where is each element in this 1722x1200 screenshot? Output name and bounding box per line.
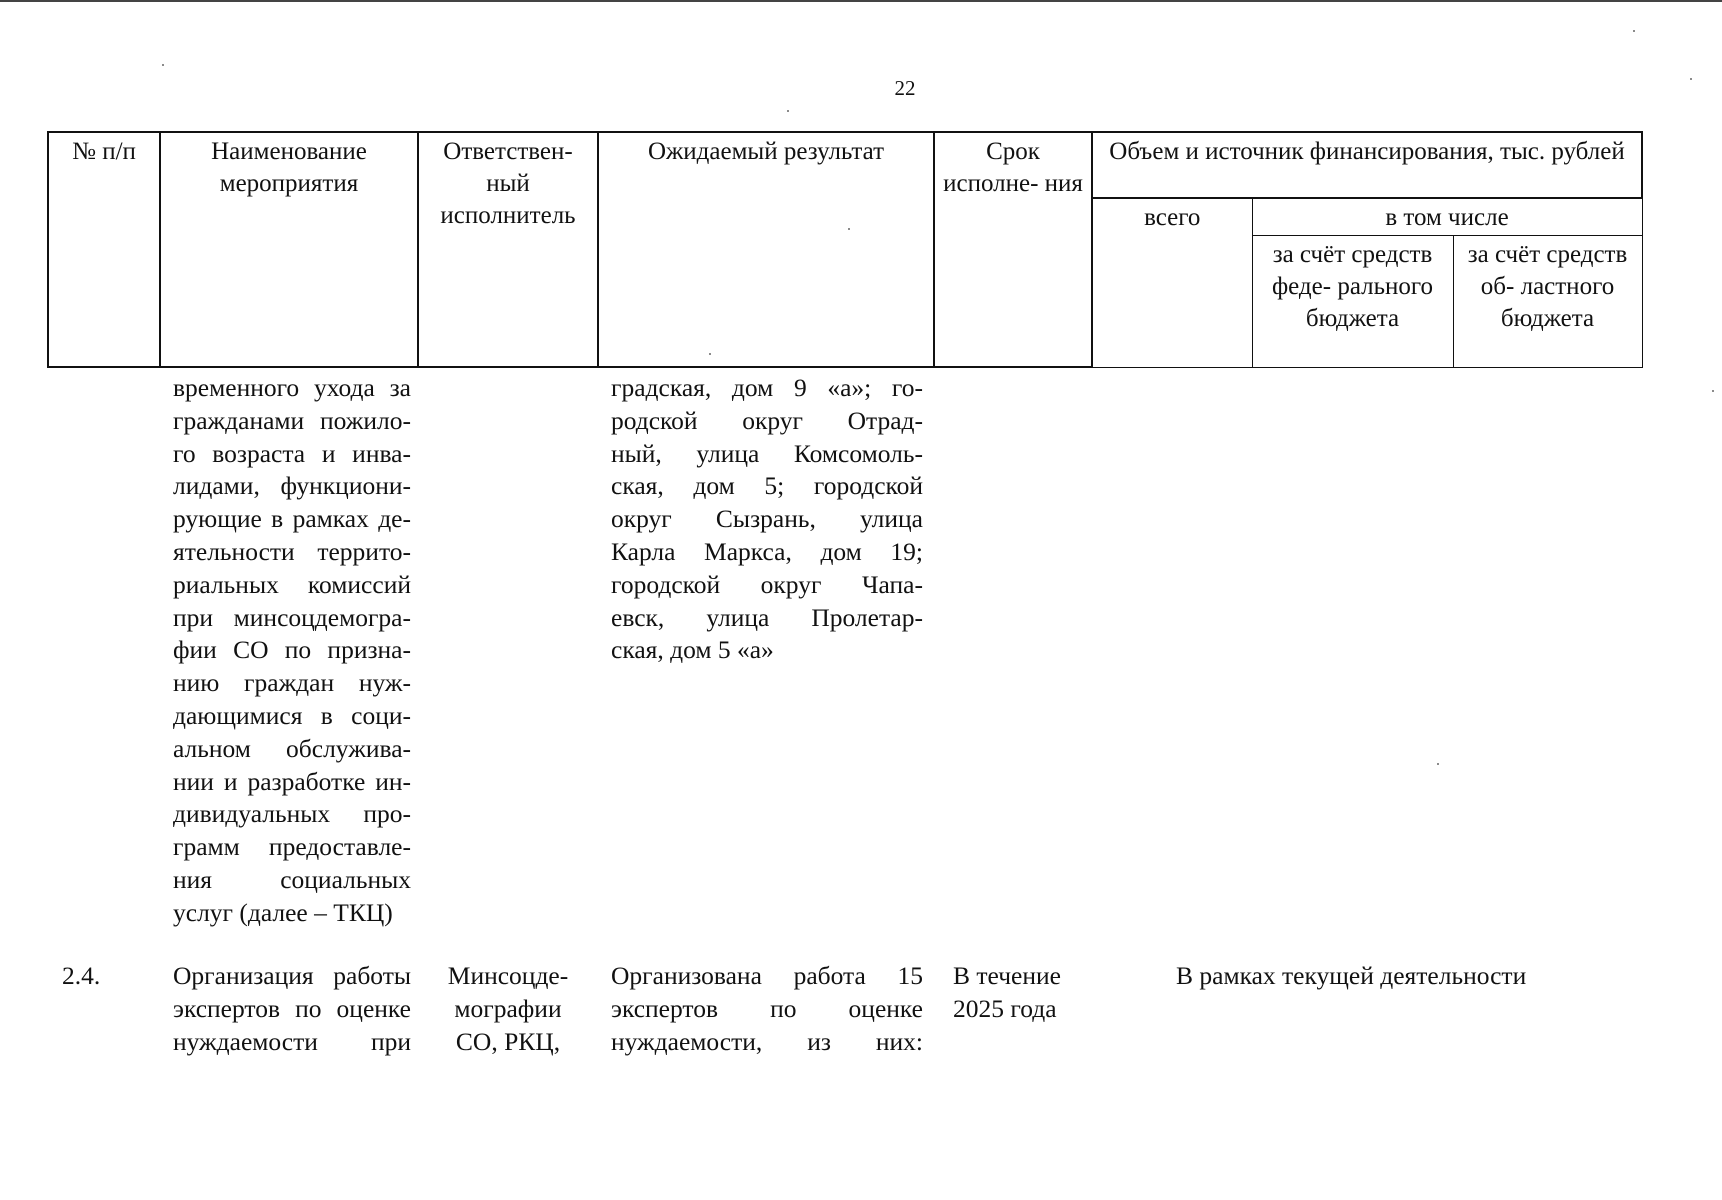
text-line: нуждаемости, из них: bbox=[611, 1026, 923, 1056]
table-header bbox=[47, 131, 1643, 368]
text-line: гражданами пожило- bbox=[173, 405, 411, 435]
text-line: альном обслужива- bbox=[173, 733, 411, 763]
scan-speck bbox=[1712, 390, 1714, 392]
header-cell-including: в том числе bbox=[1252, 198, 1642, 235]
text-line: округ Сызрань, улица bbox=[611, 504, 923, 534]
text-line: Организация работы bbox=[173, 961, 411, 990]
text-line: ный, улица Комсомоль- bbox=[611, 438, 923, 468]
text-line: при минсоцдемогра- bbox=[173, 602, 411, 632]
row-continued-name bbox=[173, 372, 411, 930]
text-line: ятельности террито- bbox=[173, 536, 411, 566]
text-line: В течение bbox=[953, 961, 1061, 990]
scan-speck bbox=[1633, 30, 1635, 32]
text-line: экспертов по оценке bbox=[611, 993, 923, 1023]
text-line: родской округ Отрад- bbox=[611, 405, 923, 435]
header-cell-funding: Объем и источник финансирования, тыс. рублей bbox=[1092, 132, 1642, 198]
text-line: Минсоцде- bbox=[447, 961, 569, 990]
text-line: риальных комиссий bbox=[173, 569, 411, 599]
row-2-4-number: 2.4. bbox=[62, 961, 101, 990]
text-line: ская, дом 5 «а» bbox=[611, 635, 774, 665]
text-line: евск, улица Пролетар- bbox=[611, 602, 923, 632]
text-line: дающимися в соци- bbox=[173, 700, 411, 730]
text-line: нуждаемости при bbox=[173, 1026, 411, 1056]
scan-speck bbox=[1437, 763, 1439, 765]
scan-top-edge bbox=[0, 0, 1722, 2]
page-number: 22 bbox=[894, 76, 916, 100]
text-line: СО, РКЦ, bbox=[455, 1026, 561, 1056]
text-line: временного ухода за bbox=[173, 373, 411, 402]
scan-speck bbox=[787, 110, 789, 112]
text-line: градская, дом 9 «а»; го- bbox=[611, 373, 923, 402]
text-line: городской округ Чапа- bbox=[611, 569, 923, 599]
header-cell-name: Наименование мероприятия bbox=[160, 132, 418, 367]
text-line: нии и разработке ин- bbox=[173, 766, 411, 796]
row-2-4-result bbox=[611, 960, 923, 1058]
row-continued-result bbox=[611, 372, 923, 667]
text-line: го возраста и инва- bbox=[173, 438, 411, 468]
header-cell-regional: за счёт средств об- ластного бюджета bbox=[1453, 235, 1642, 367]
header-cell-responsible: Ответствен- ный исполнитель bbox=[418, 132, 598, 367]
text-line: Карла Маркса, дом 19; bbox=[611, 536, 923, 566]
text-line: дивидуальных про- bbox=[173, 799, 411, 829]
text-line: фии СО по призна- bbox=[173, 635, 411, 665]
text-line: 2025 года bbox=[953, 993, 1057, 1023]
header-cell-result: Ожидаемый результат bbox=[598, 132, 934, 367]
row-2-4-term bbox=[953, 960, 1103, 1026]
text-line: рующие в рамках де- bbox=[173, 504, 411, 534]
row-2-4-funding: В рамках текущей деятельности bbox=[1176, 961, 1527, 990]
text-line: Организована работа 15 bbox=[611, 961, 923, 990]
text-line: грамм предоставле- bbox=[173, 832, 411, 862]
row-2-4-name bbox=[173, 960, 411, 1058]
text-line: услуг (далее – ТКЦ) bbox=[173, 897, 393, 927]
scan-speck bbox=[162, 64, 164, 66]
row-2-4-responsible bbox=[433, 960, 583, 1058]
text-line: нию граждан нуж- bbox=[173, 668, 411, 698]
text-line: лидами, функциони- bbox=[173, 471, 411, 501]
text-line: мографии bbox=[454, 993, 562, 1023]
header-cell-number: № п/п bbox=[48, 132, 160, 367]
scan-speck bbox=[1690, 78, 1692, 80]
text-line: ния социальных bbox=[173, 864, 411, 894]
header-cell-term: Срок исполне- ния bbox=[934, 132, 1092, 367]
text-line: ская, дом 5; городской bbox=[611, 471, 923, 501]
text-line: экспертов по оценке bbox=[173, 993, 411, 1023]
header-cell-federal: за счёт средств феде- рального бюджета bbox=[1252, 235, 1453, 367]
header-cell-total: всего bbox=[1092, 198, 1252, 367]
